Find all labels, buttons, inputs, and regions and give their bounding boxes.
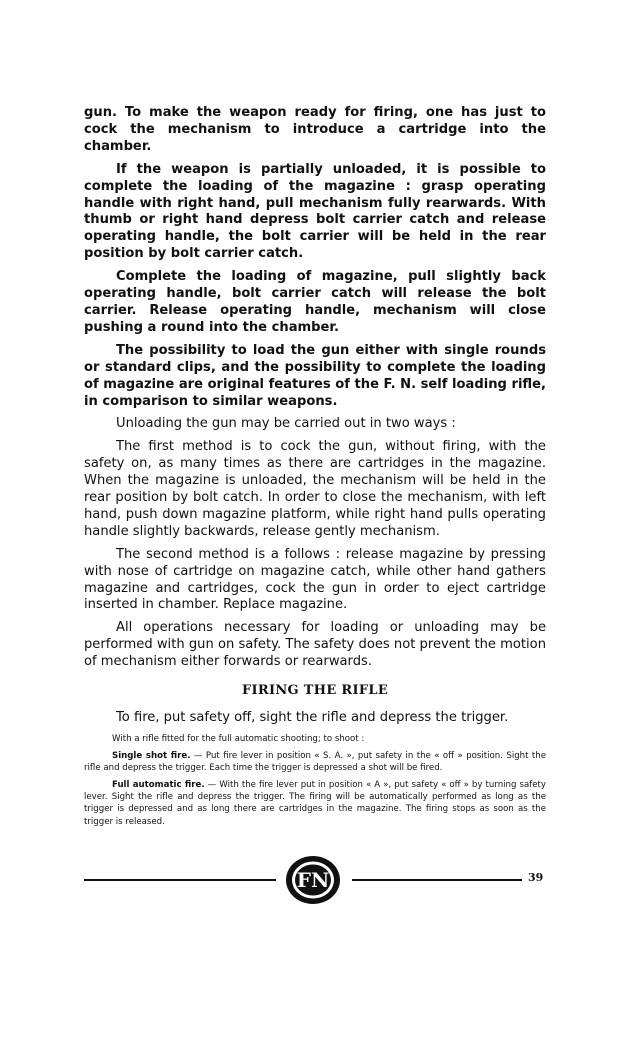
full-auto-lead: Full automatic fire. (112, 780, 205, 791)
full-auto-paragraph (84, 779, 546, 827)
page-number: 39 (528, 871, 544, 884)
single-shot-lead: Single shot fire. (112, 751, 191, 762)
paragraph-7: The second method is a follows : release magazine by pressing with nose of cartridge on magazine catch, while other hand gathers magazine and cartridges, cock the gun in order to eject cartridge inserted in chamber. Replace magazine. (84, 546, 546, 613)
paragraph-1: gun. To make the weapon ready for firing, one has just to cock the mechanism to introduce a cartridge into the chamber. (84, 105, 546, 154)
section-heading: FIRING THE RIFLE (241, 683, 389, 699)
paragraph-3: Complete the loading of magazine, pull slightly back operating handle, bolt carrier catch will release the bolt carrier. Release operating handle, mechanism will close pushing a round into the chamber. (84, 269, 546, 335)
fn-logo-text: FN (296, 868, 330, 892)
full-auto-text: — With the fire lever put in position « A », put safety « off » by turning safety lever. Sight the rifle and depress the trigger. The firing will be automatically performed as long as the trigger is depressed and as long there are cartridges in the magazine. The firing stops as soon as the trigger is released. (84, 780, 546, 827)
paragraph-2: If the weapon is partially unloaded, it is possible to complete the loading of the magazine : grasp operating handle with right hand, pull mechanism fully rearwards. With thumb or right hand depress bolt carrier catch and release operating handle, the bolt carrier will be held in the rear position by bolt carrier catch. (84, 161, 546, 262)
firing-intro: To fire, put safety off, sight the rifle and depress the trigger. (116, 710, 509, 726)
fn-logo-icon (284, 854, 342, 906)
paragraph-6: The first method is to cock the gun, without firing, with the safety on, as many times as there are cartridges in the magazine. When the magazine is unloaded, the mechanism will be held in the rear position by bolt catch. In order to close the mechanism, with left hand, push down magazine platform, while right hand pulls operating handle slightly backwards, release gently mechanism. (84, 439, 546, 539)
single-shot-paragraph (84, 750, 546, 774)
page-footer (84, 854, 546, 906)
paragraph-4: The possibility to load the gun either with single rounds or standard clips, and the possibility to complete the loading of magazine are original features of the F. N. self loading rifle, in comparison to similar weapons. (84, 342, 546, 409)
footer-rule-right (352, 879, 522, 881)
page-content (84, 105, 546, 833)
footer-rule-left (84, 879, 276, 881)
single-shot-text: — Put fire lever in position « S. A. », put safety in the « off » position. Sight the rifle and depress the trigger. Each time the trigger is depressed a shot will be fired. (84, 751, 547, 774)
paragraph-8: All operations necessary for loading or unloading may be performed with gun on safety. The safety does not prevent the motion of mechanism either forwards or rearwards. (84, 620, 546, 670)
small-intro: With a rifle fitted for the full automatic shooting; to shoot : (112, 734, 365, 744)
paragraph-5: Unloading the gun may be carried out in two ways : (116, 416, 456, 432)
